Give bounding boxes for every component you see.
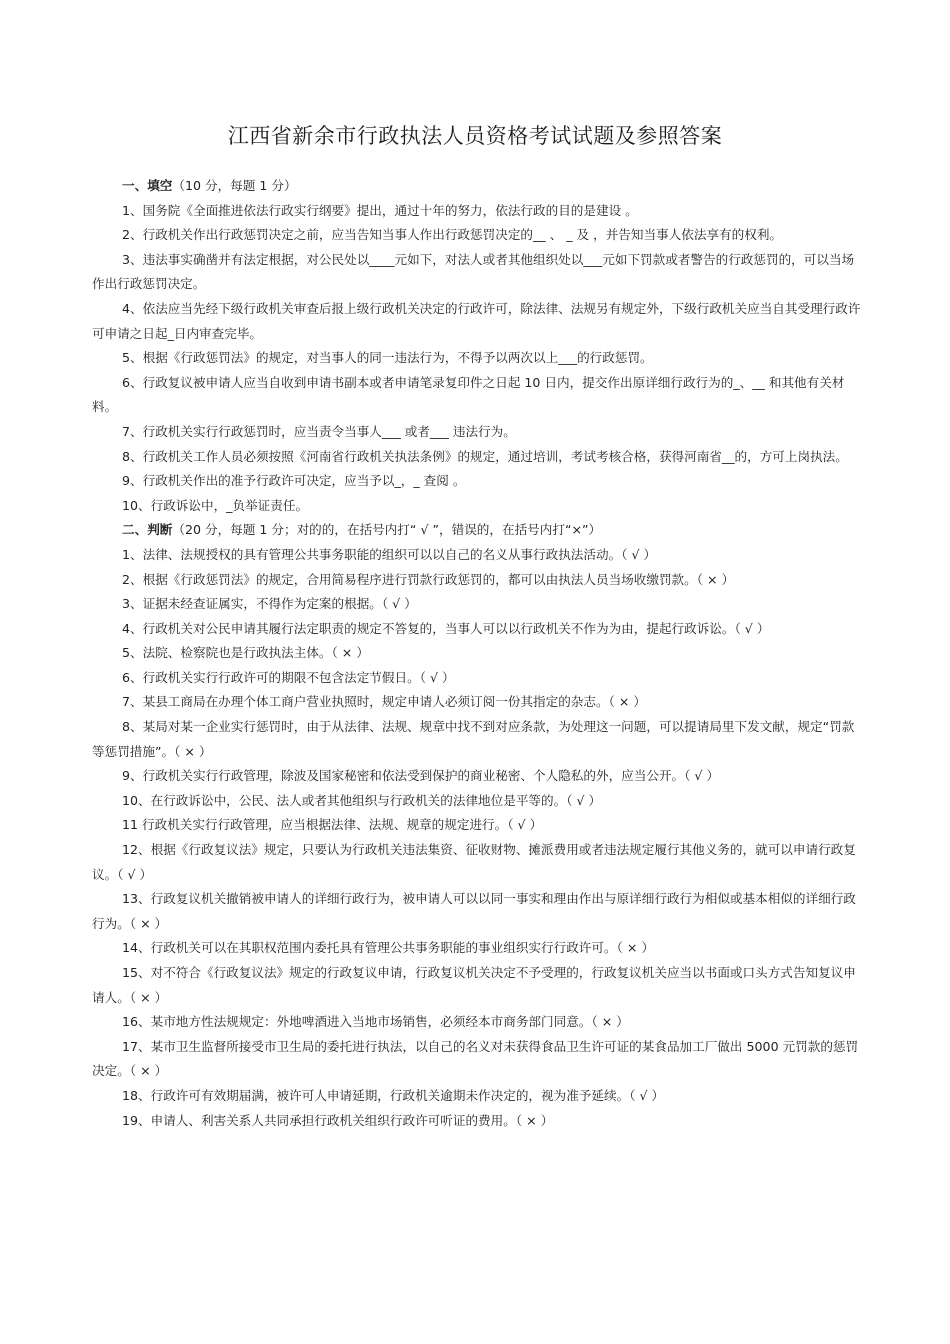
judgment-item: 12、根据《行政复议法》规定，只要认为行政机关违法集资、征收财物、摊派费用或者违法规定履行其他义务的，就可以申请行政复议。（ √ ）: [92, 842, 856, 882]
judgment-item: 3、证据未经查证属实，不得作为定案的根据。（ √ ）: [122, 596, 417, 612]
question-item: 9、行政机关作出的准予行政许可决定，应当予以_，_ 查阅 。: [122, 473, 466, 489]
question-item: 1、国务院《全面推进依法行政实行纲要》提出，通过十年的努力，依法行政的目的是建设 。: [122, 202, 638, 218]
judgment-item: 6、行政机关实行行政许可的期限不包含法定节假日。（ √ ）: [122, 669, 455, 685]
judgment-item: 10、在行政诉讼中，公民、法人或者其他组织与行政机关的法律地位是平等的。（ √ ）: [122, 792, 602, 808]
section-title: 二、判断: [122, 522, 173, 538]
question-item: 5、根据《行政惩罚法》的规定，对当事人的同一违法行为，不得予以两次以上___的行政惩罚。: [122, 350, 653, 366]
document-body: [92, 174, 862, 1133]
judgment-item: 13、行政复议机关撤销被申请人的详细行政行为，被申请人可以以同一事实和理由作出与原详细行政行为相似或基本相似的详细行政行为。（ × ）: [92, 891, 856, 931]
section-heading-true-false: [92, 518, 862, 543]
judgment-item: 1、法律、法规授权的具有管理公共事务职能的组织可以以自己的名义从事行政执法活动。（ √ ）: [122, 546, 657, 562]
judgment-item: 15、对不符合《行政复议法》规定的行政复议申请，行政复议机关决定不予受理的，行政复议机关应当以书面或口头方式告知复议申请人。（ × ）: [92, 965, 856, 1005]
question-item: 2、行政机关作出行政惩罚决定之前，应当告知当事人作出行政惩罚决定的__ 、 _ 及 ，并告知当事人依法享有的权利。: [122, 227, 783, 243]
judgment-item: 2、根据《行政惩罚法》的规定，合用简易程序进行罚款行政惩罚的，都可以由执法人员当场收缴罚款。（ × ）: [122, 571, 735, 587]
judgment-item: 11 行政机关实行行政管理，应当根据法律、法规、规章的规定进行。（ √ ）: [122, 817, 543, 833]
question-item: 7、行政机关实行行政惩罚时，应当责令当事人___ 或者___ 违法行为。: [122, 423, 516, 439]
judgment-item: 5、法院、检察院也是行政执法主体。（ × ）: [122, 645, 369, 661]
judgment-item: 19、申请人、利害关系人共同承担行政机关组织行政许可听证的费用。（ × ）: [122, 1112, 554, 1128]
question-item: 10、行政诉讼中，_负举证责任。: [122, 497, 309, 513]
question-item: 8、行政机关工作人员必须按照《河南省行政机关执法条例》的规定，通过培训，考试考核合格，获得河南省__的，方可上岗执法。: [122, 448, 848, 464]
judgment-item: 9、行政机关实行行政管理，除波及国家秘密和依法受到保护的商业秘密、个人隐私的外，应当公开。（ √ ）: [122, 768, 720, 784]
question-item: 6、行政复议被申请人应当自收到申请书副本或者申请笔录复印件之日起 10 日内，提交作出原详细行政行为的_、__ 和其他有关材料。: [92, 374, 845, 415]
section-title: 一、填空: [122, 178, 173, 193]
section-heading-fill-in: [92, 174, 862, 199]
judgment-item: 18、行政许可有效期届满，被许可人申请延期，行政机关逾期未作决定的，视为准予延续。（ √ ）: [122, 1087, 665, 1103]
judgment-item: 17、某市卫生监督所接受市卫生局的委托进行执法，以自己的名义对未获得食品卫生许可证的某食品加工厂做出 5000 元罚款的惩罚决定。（ × ）: [92, 1038, 859, 1079]
judgment-item: 14、行政机关可以在其职权范围内委托具有管理公共事务职能的事业组织实行行政许可。（ × ）: [122, 940, 655, 956]
judgment-item: 7、某县工商局在办理个体工商户营业执照时，规定申请人必须订阅一份其指定的杂志。（ × ）: [122, 694, 647, 710]
judgment-item: 8、某局对某一企业实行惩罚时，由于从法律、法规、规章中找不到对应条款，为处理这一问题，可以提请局里下发文献，规定“罚款等惩罚措施”。（ × ）: [92, 719, 855, 759]
section-note: （20 分，每题 1 分；对的的，在括号内打“ √ ”，错误的，在括号内打“×”）: [172, 522, 602, 538]
question-item: 3、违法事实确凿并有法定根据，对公民处以____元如下，对法人或者其他组织处以___元如下罚款或者警告的行政惩罚的，可以当场作出行政惩罚决定。: [92, 251, 855, 292]
question-item: 4、依法应当先经下级行政机关审查后报上级行政机关决定的行政许可，除法律、法规另有规定外，下级行政机关应当自其受理行政许可申请之日起_日内审查完毕。: [92, 300, 861, 341]
judgment-item: 16、某市地方性法规规定：外地啤酒进入当地市场销售，必须经本市商务部门同意。（ × ）: [122, 1014, 629, 1030]
document-title: 江西省新余市行政执法人员资格考试试题及参照答案: [227, 124, 723, 148]
judgment-item: 4、行政机关对公民申请其履行法定职责的规定不答复的，当事人可以以行政机关不作为为由，提起行政诉讼。（ √ ）: [122, 620, 770, 636]
section-note: （10 分，每题 1 分）: [172, 178, 297, 193]
